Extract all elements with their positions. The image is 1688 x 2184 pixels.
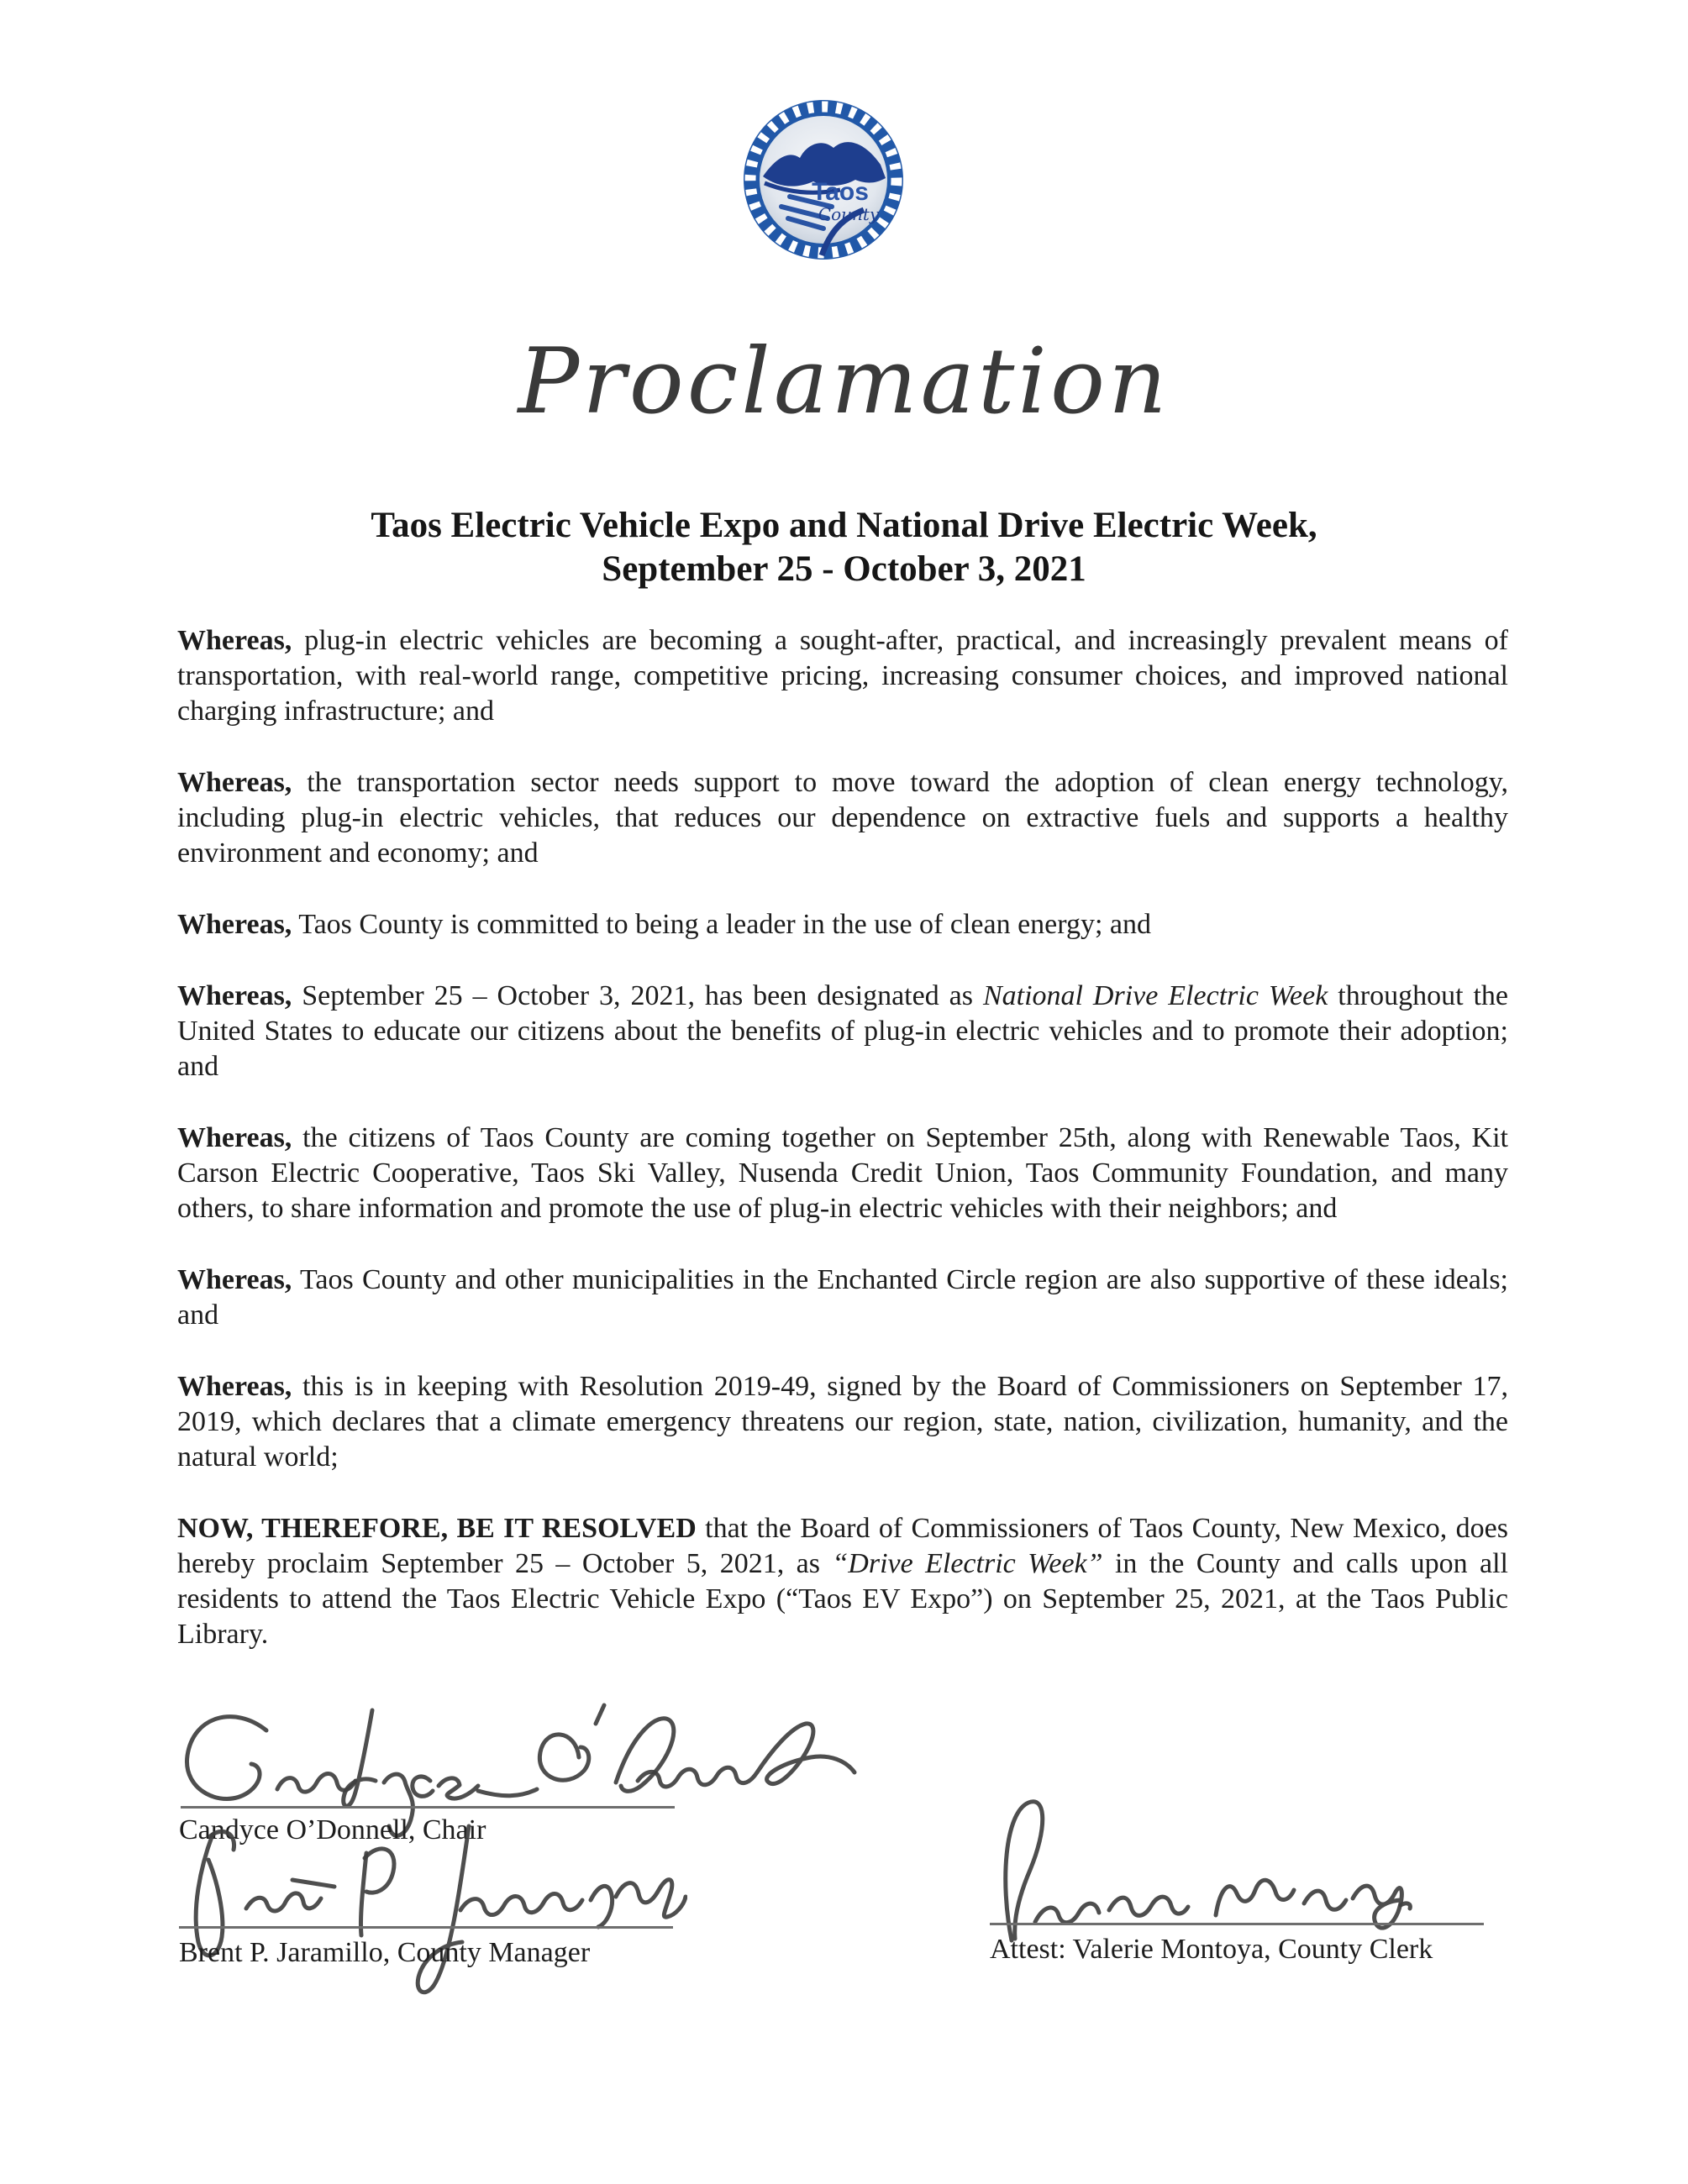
italic-phrase: “Drive Electric Week” [832,1548,1103,1579]
whereas-paragraph-2 [177,765,1508,871]
whereas-paragraph-4 [177,979,1508,1084]
paragraph-text: in the County and calls upon all residents to attend the Taos Electric Vehicle Expo (“Taos EV Expo”) on September 25, 2021, at the Taos Public Library. [177,1548,1508,1650]
clerk-name-label: Attest: Valerie Montoya, County Clerk [990,1934,1433,1965]
paragraph-text: the citizens of Taos County are coming together on September 25th, along with Renewable Taos, Kit Carson Electric Cooperative, Taos Ski Valley, Nusenda Credit Union, Taos Community Foundation, and many others, to share information and promote the use of plug-in electric vehicles with their neighbors; and [177,1122,1508,1224]
resolution-paragraph [177,1511,1508,1652]
whereas-paragraph-1 [177,623,1508,729]
paragraph-text: this is in keeping with Resolution 2019-49, signed by the Board of Commissioners on September 17, 2019, which declares that a climate emergency threatens our region, state, nation, civilization, humanity, and the natural world; [177,1371,1508,1473]
proclamation-script-heading: Proclamation [518,329,1170,434]
manager-name-label: Brent P. Jaramillo, County Manager [179,1937,591,1968]
paragraph-text: throughout the United States to educate our citizens about the benefits of plug-in electric vehicles and to promote their adoption; and [177,980,1509,1082]
document-title-line2: September 25 - October 3, 2021 [602,549,1086,589]
whereas-lead: Whereas, [177,625,292,656]
paragraph-text: the transportation sector needs support to move toward the adoption of clean energy technology, including plug-in electric vehicles, that reduces our dependence on extractive fuels and supports a healthy environment and economy; and [177,767,1508,869]
taos-county-seal [739,96,907,264]
signature-valerie-montoya [976,1788,1413,1951]
document-title [0,504,1688,591]
whereas-paragraph-6 [177,1263,1508,1333]
signature-line-manager [179,1926,673,1929]
whereas-lead: Whereas, [177,980,292,1011]
paragraph-text: September 25 – October 3, 2021, has been designated as [292,980,983,1011]
whereas-lead: Whereas, [177,1122,292,1153]
paragraph-text: Taos County and other municipalities in the Enchanted Circle region are also supportive of these ideals; and [177,1264,1508,1331]
whereas-paragraph-5 [177,1121,1508,1226]
paragraph-text: that the Board of Commissioners of Taos County, New Mexico, does hereby proclaim September 25 – October 5, 2021, as [177,1513,1508,1579]
whereas-paragraph-7 [177,1369,1508,1475]
signature-line-clerk [990,1923,1484,1925]
whereas-lead: Whereas, [177,767,292,798]
whereas-lead: Whereas, [177,1264,292,1295]
seal-name-county: County [818,204,880,224]
chair-name-label: Candyce O’Donnell, Chair [179,1814,486,1845]
resolution-lead: NOW, THEREFORE, BE IT RESOLVED [177,1513,697,1544]
whereas-paragraph-3 [177,907,1508,942]
seal-name-taos: Taos [812,178,869,206]
italic-phrase: National Drive Electric Week [982,980,1328,1011]
paragraph-text: Taos County is committed to being a leader in the use of clean energy; and [292,909,1152,940]
paragraph-text: plug-in electric vehicles are becoming a sought-after, practical, and increasingly prevalent means of transportation, with real-world range, competitive pricing, increasing consumer choices, and improved national charging infrastructure; and [177,625,1508,727]
whereas-lead: Whereas, [177,909,292,940]
proclamation-body [177,623,1508,1652]
document-title-line1: Taos Electric Vehicle Expo and National Drive Electric Week, [371,506,1317,545]
whereas-lead: Whereas, [177,1371,292,1402]
